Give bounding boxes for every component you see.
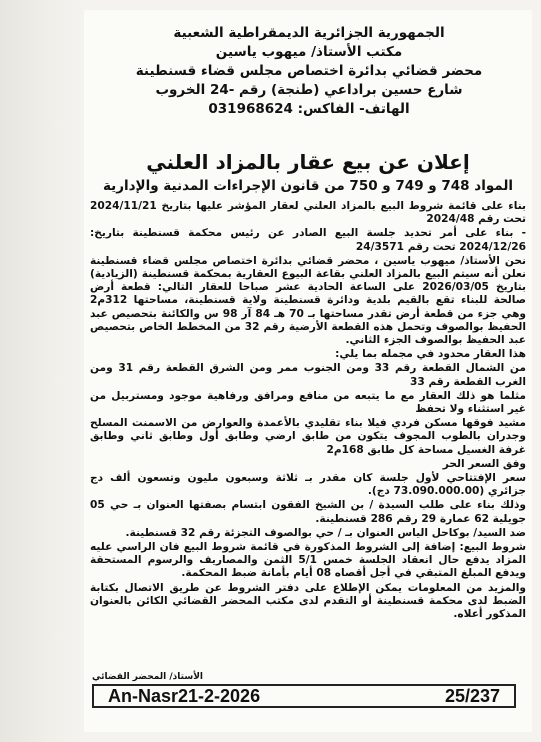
publication-reference: [92, 684, 516, 708]
publication-number: 25/237: [444, 685, 500, 706]
header-line-office: مكتب الأستاذ/ ميهوب ياسين: [215, 44, 403, 60]
paragraph-price-basis: وفق السعر الحر: [442, 457, 526, 470]
paragraph-requester: وذلك بناء على طلب السيدة / بن الشيخ الفقون ابتسام بصفتها العنوان بـ حي 05 جويلية 62 عمارة 29 رقم 286 قسنطينة.: [90, 499, 526, 525]
paragraph-sale-terms: شروط البيع: إضافة إلى الشروط المذكورة في قائمة شروط البيع فان الراسي عليه المزاد يدفع حال انعقاد الجلسة خمس 5/1 الثمن والمصاريف والرسوم المستحقة ويدفع المبلغ المتبقي في أجل أقصاه 08 أيام بأمانة ضبط المحكمة.: [90, 541, 526, 580]
paragraph-more-info: والمزيد من المعلومات يمكن الإطلاع على دفتر الشروط عن طريق الاتصال بكتابة الضبط لدى محكمة قسنطينة أو التقدم لدى مكتب المحضر القضائي الكائن بالعنوان المذكور أعلاه.: [90, 581, 526, 621]
paragraph-building: مشيد فوقها مسكن فردي فيلا بناء تقليدي بالأعمدة والعوارض من الاسمنت المسلح وجدران بالطوب المجوف يتكون من طابق ارضي وطابق أول وطابق ثاني وطابق غرفة الغسيل مساحة كل طابق 168م2: [90, 417, 526, 456]
publication-code: An-Nasr21-2-2026: [108, 685, 261, 706]
announcement-body: [90, 200, 526, 622]
office-header: [94, 24, 524, 119]
bailiff-signature: الأستاذ/ المحضر القضائي: [92, 672, 203, 682]
header-line-republic: الجمهورية الجزائرية الديمقراطية الشعبية: [173, 25, 445, 41]
paragraph-defendant: ضد السيد/ بوكاحل الياس العنوان بـ / حي بوالصوف التجزئة رقم 32 قسنطينة.: [125, 526, 526, 539]
header-line-jurisdiction: محضر قضائي بدائرة اختصاص مجلس قضاء قسنطينة: [135, 63, 483, 79]
paragraph-boundaries-intro: هذا العقار محدود في مجمله بما يلي:: [335, 348, 526, 361]
paragraph-boundaries: من الشمال القطعة رقم 33 ومن الجنوب ممر ومن الشرق القطعة رقم 31 ومن الغرب القطعة رقم 33: [90, 362, 526, 388]
paragraph-easements: مثلما هو ذلك العقار مع ما يتبعه من منافع ومرافق ورفاهية موجود ومستربيل من غير استثناء ولا تحفظ: [90, 389, 526, 416]
page-title: إعلان عن بيع عقار بالمزاد العلني: [146, 150, 470, 174]
paragraph-opening-price: سعر الإفتتاحي لأول جلسة كان مقدر بـ ثلاثة وسبعون مليون وتسعون ألف دج جزائري (73.090.000.00 دج).: [90, 472, 526, 498]
paragraph-property-description: نحن الأستاذ/ ميهوب ياسين ، محضر قضائي بدائرة اختصاص مجلس قضاء قسنطينة نعلن أنه سيتم البيع بالمزاد العلني بقاعة البيوع العقارية بمحكمة قسنطينة (الزيادية) بتاريخ 2026/03/05 على الساعة الحادية عشر صباحا للعقار التالي: قطعة أرض صالحة للبناء تقع بالقيم بلدية ودائرة قسنطينة ولاية قسنطينة، مساحتها 312م2 وهي جزء من قطعة أرض تقدر مساحتها بـ 70 هـ 84 آر 98 س والكائنة بتحصيص عبد الحفيظ بوالصوف وتحمل هذه القطعة الأرضية رقم 32 من المخطط الخاص بتحصيص عبد الحفيظ بوالصوف الجزء الثاني.: [90, 254, 527, 347]
paragraph-session-order: - بناء على أمر تحديد جلسة البيع الصادر عن رئيس محكمة قسنطينة بتاريخ: 2024/12/26 تحت رقم 24/3571: [90, 227, 526, 253]
legal-articles-subtitle: المواد 748 و 749 و 750 من قانون الإجراءات المدنية والإدارية: [102, 178, 514, 194]
page-gutter: [0, 0, 84, 742]
paragraph-conditions-list: بناء على قائمة شروط البيع بالمزاد العلني لعقار المؤشر عليها بتاريخ 2024/11/21 تحت رقم 2024/48: [90, 200, 526, 226]
announcement-sheet: [84, 10, 532, 732]
header-line-phone: الهاتف- الفاكس: 031968624: [208, 101, 410, 117]
header-line-address: شارع حسين براداعي (طنجة) رقم -24 الخروب: [155, 82, 463, 98]
